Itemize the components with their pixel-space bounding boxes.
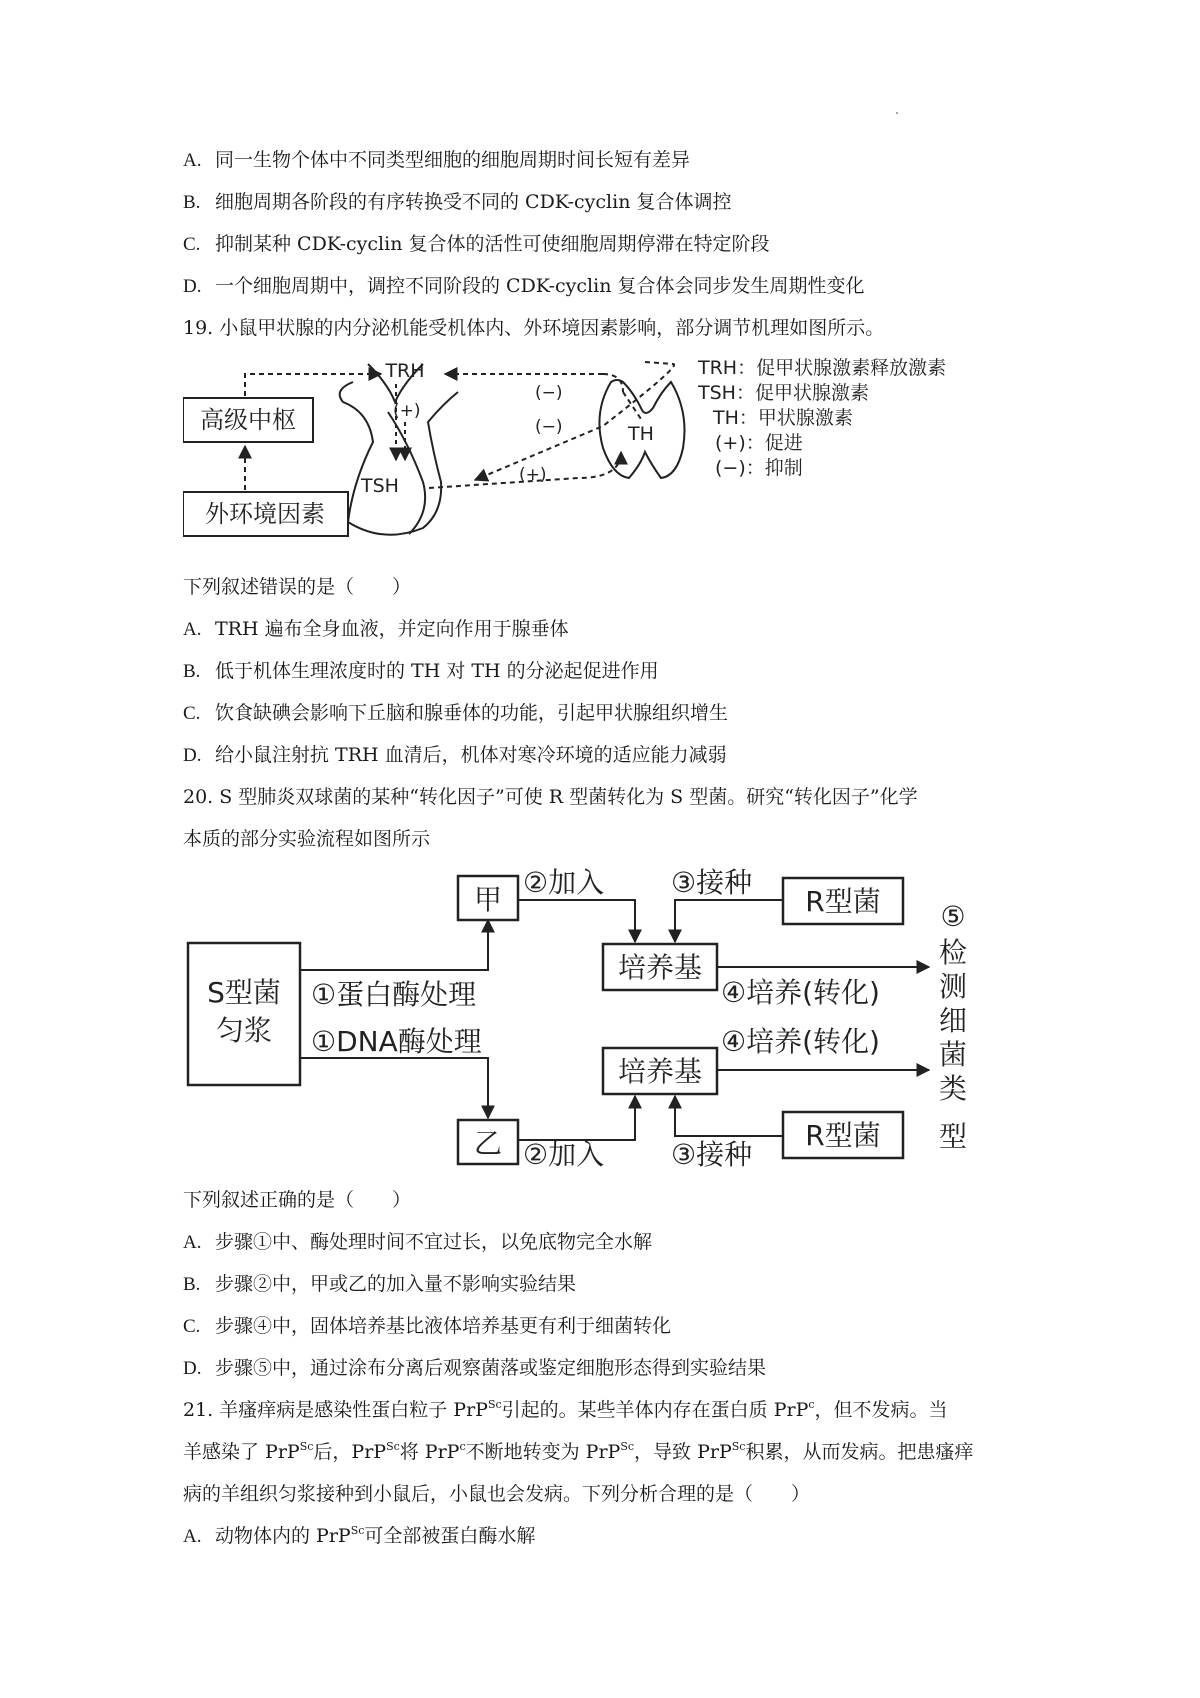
external-factors-label: 外环境因素 xyxy=(205,500,325,528)
svg-text:(+)：促进: (+)：促进 xyxy=(715,432,803,454)
svg-text:②加入: ②加入 xyxy=(523,1138,605,1168)
svg-text:(+): (+) xyxy=(393,401,421,421)
q20-option-b: B. 步骤②中，甲或乙的加入量不影响实验结果 xyxy=(183,1273,577,1295)
svg-text:(−)：抑制: (−)：抑制 xyxy=(715,457,803,479)
q20-option-a: A. 步骤①中、酶处理时间不宜过长，以免底物完全水解 xyxy=(183,1231,653,1253)
th-label: TH xyxy=(628,423,654,445)
svg-text:②加入: ②加入 xyxy=(523,868,605,899)
high-center-label: 高级中枢 xyxy=(200,406,296,434)
q20-figure xyxy=(183,868,983,1168)
q19-figure xyxy=(183,352,983,552)
svg-text:R型菌: R型菌 xyxy=(805,885,881,918)
svg-text:TSH：促甲状腺激素: TSH：促甲状腺激素 xyxy=(698,382,869,404)
svg-text:⑤: ⑤ xyxy=(940,900,966,933)
svg-text:④培养(转化): ④培养(转化) xyxy=(721,1025,880,1058)
svg-text:检: 检 xyxy=(938,936,968,969)
q19-option-b: B. 低于机体生理浓度时的 TH 对 TH 的分泌起促进作用 xyxy=(183,660,659,682)
svg-text:③接种: ③接种 xyxy=(671,1138,753,1168)
q18-option-c: C. 抑制某种 CDK-cyclin 复合体的活性可使细胞周期停滞在特定阶段 xyxy=(183,233,770,255)
svg-text:型: 型 xyxy=(938,1120,968,1153)
q21-line2: 羊感染了 PrP$^{Sc}$后，PrP$^{Sc}$将 PrP$^c$不断地转变为 PrP$^{Sc}$，导致 PrP$^{Sc}$积累，从而发病。把患瘙痒 xyxy=(183,1440,974,1463)
q18-option-a: A. 同一生物个体中不同类型细胞的细胞周期时间长短有差异 xyxy=(183,149,691,171)
q19-option-a: A. TRH 遍布全身血液，并定向作用于腺垂体 xyxy=(183,618,569,640)
svg-text:培养基: 培养基 xyxy=(617,1055,703,1088)
svg-text:细: 细 xyxy=(938,1004,968,1037)
tsh-label: TSH xyxy=(361,475,399,497)
svg-text:甲: 甲 xyxy=(473,883,503,916)
q18-option-b: B. 细胞周期各阶段的有序转换受不同的 CDK-cyclin 复合体调控 xyxy=(183,191,732,213)
svg-text:③接种: ③接种 xyxy=(671,868,753,899)
svg-text:(−): (−) xyxy=(535,417,563,437)
scan-speck xyxy=(896,112,898,114)
q20-option-c: C. 步骤④中，固体培养基比液体培养基更有利于细菌转化 xyxy=(183,1315,672,1337)
trh-label: TRH xyxy=(385,360,425,382)
svg-text:R型菌: R型菌 xyxy=(805,1119,881,1152)
svg-text:(−): (−) xyxy=(535,383,563,403)
q19-option-d: D. 给小鼠注射抗 TRH 血清后，机体对寒冷环境的适应能力减弱 xyxy=(183,744,727,766)
svg-text:①DNA酶处理: ①DNA酶处理 xyxy=(311,1025,482,1058)
svg-text:S型菌: S型菌 xyxy=(207,976,281,1009)
svg-text:乙: 乙 xyxy=(473,1127,503,1160)
q20-option-d: D. 步骤⑤中，通过涂布分离后观察菌落或鉴定细胞形态得到实验结果 xyxy=(183,1357,767,1379)
svg-text:(+): (+) xyxy=(519,465,547,485)
svg-text:①蛋白酶处理: ①蛋白酶处理 xyxy=(311,978,477,1011)
q19-question: 下列叙述错误的是（ ） xyxy=(183,576,412,598)
svg-text:测: 测 xyxy=(938,970,968,1003)
q21-line3: 病的羊组织匀浆接种到小鼠后，小鼠也会发病。下列分析合理的是（ ） xyxy=(183,1483,811,1505)
svg-text:菌: 菌 xyxy=(938,1038,968,1071)
svg-text:类: 类 xyxy=(938,1072,968,1105)
q21-line1: 21. 羊瘙痒病是感染性蛋白粒子 PrP$^{Sc}$引起的。某些羊体内存在蛋白质 PrP$^c$，但不发病。当 xyxy=(183,1398,948,1421)
svg-text:④培养(转化): ④培养(转化) xyxy=(721,976,880,1009)
svg-text:培养基: 培养基 xyxy=(617,951,703,984)
svg-text:匀浆: 匀浆 xyxy=(215,1014,273,1047)
q20-stem-line1: 20. S 型肺炎双球菌的某种“转化因子”可使 R 型菌转化为 S 型菌。研究“转化因子”化学 xyxy=(183,786,918,808)
svg-text:TH：甲状腺激素: TH：甲状腺激素 xyxy=(713,407,853,429)
svg-text:TRH：促甲状腺激素释放激素: TRH：促甲状腺激素释放激素 xyxy=(698,357,947,379)
q19-stem: 19. 小鼠甲状腺的内分泌机能受机体内、外环境因素影响，部分调节机理如图所示。 xyxy=(183,317,885,339)
q20-question: 下列叙述正确的是（ ） xyxy=(183,1189,412,1211)
q21-option-a: A. 动物体内的 PrP$^{Sc}$可全部被蛋白酶水解 xyxy=(183,1524,536,1547)
q18-option-d: D. 一个细胞周期中，调控不同阶段的 CDK-cyclin 复合体会同步发生周期性变化 xyxy=(183,275,865,297)
q20-stem-line2: 本质的部分实验流程如图所示 xyxy=(183,828,431,850)
q19-option-c: C. 饮食缺碘会影响下丘脑和腺垂体的功能，引起甲状腺组织增生 xyxy=(183,702,729,724)
